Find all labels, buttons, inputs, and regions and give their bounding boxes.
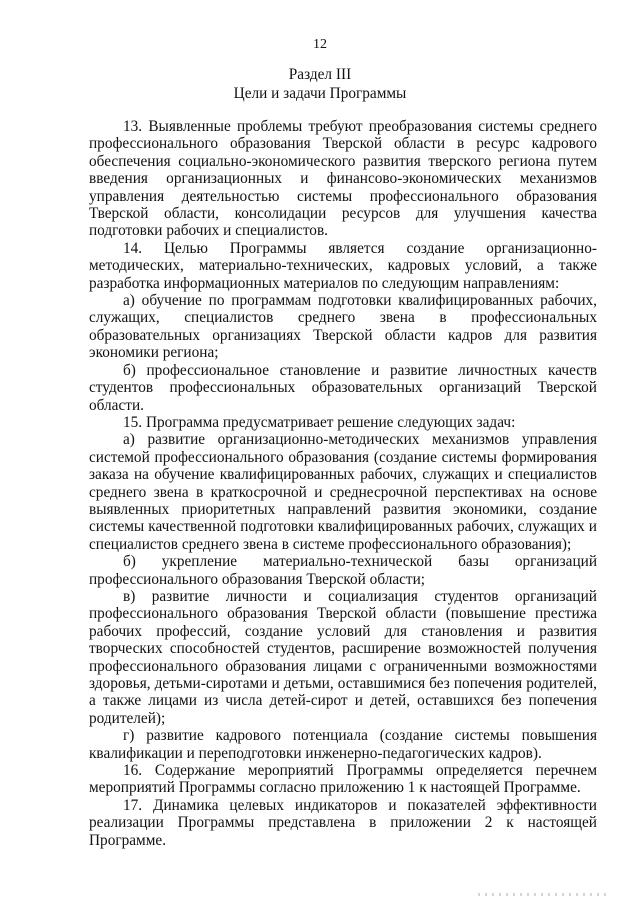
scan-artifact: [478, 893, 608, 896]
paragraph-16: 16. Содержание мероприятий Программы определяется перечнем мероприятий Программы согласно приложению 1 к настоящей Программе.: [89, 762, 597, 797]
paragraph-15: 15. Программа предусматривает решение следующих задач:: [123, 413, 516, 431]
paragraph-15-a: а) развитие организационно-методических механизмов управления системой профессионального образования (создание системы формирования заказа на обучение квалифицированных рабочих, служащих и специалистов среднего звена в краткосрочной и среднесрочной перспективах на основе выявленных приоритетных направлений развития экономики, создание системы качественной подготовки квалифицированных рабочих, служащих и специалистов среднего звена в системе профессионального образования);: [89, 431, 597, 553]
paragraph-15-v: в) развитие личности и социализация студентов организаций профессионального образования Тверской области (повышение престижа рабочих профессий, создание условий для становления и развития творческих способностей студентов, расширение возможностей получения профессионального образования лицами с ограниченными возможностями здоровья, детьми-сиротами и детьми, оставшимися без попечения родителей, а также лицами из числа детей-сирот и детей, оставшихся без попечения родителей);: [89, 587, 597, 727]
paragraph-15-b: б) укрепление материально-технической базы организаций профессионального образования Тверской области;: [89, 553, 597, 588]
paragraph-14-a: а) обучение по программам подготовки квалифицированных рабочих, служащих, специалистов среднего звена в профессиональных образовательных организациях Тверской области кадров для развития экономики региона;: [89, 292, 597, 362]
body-text: [89, 118, 597, 849]
paragraph-14-b: б) профессиональное становление и развитие личностных качеств студентов профессиональных образовательных организаций Тверской области.: [89, 361, 597, 414]
section-title: Цели и задачи Программы: [233, 85, 407, 102]
paragraph-14: 14. Целью Программы является создание организационно-методических, материально-технических, кадровых условий, а также разработка информационных материалов по следующим направлениям:: [89, 239, 597, 292]
paragraph-13: 13. Выявленные проблемы требуют преобразования системы среднего профессионального образования Тверской области в ресурс кадрового обеспечения социально-экономического развития тверского региона путем введения организационных и финансово-экономических механизмов управления деятельностью системы профессионального образования Тверской области, консолидации ресурсов для улучшения качества подготовки рабочих и специалистов.: [89, 118, 597, 240]
paragraph-17: 17. Динамика целевых индикаторов и показателей эффективности реализации Программы представлена в приложении 2 к настоящей Программе.: [89, 796, 597, 849]
section-label: Раздел III: [288, 66, 352, 83]
paragraph-15-g: г) развитие кадрового потенциала (создание системы повышения квалификации и переподготовки инженерно-педагогических кадров).: [89, 727, 597, 762]
page-number: 12: [313, 37, 327, 52]
section-header: [0, 66, 640, 104]
